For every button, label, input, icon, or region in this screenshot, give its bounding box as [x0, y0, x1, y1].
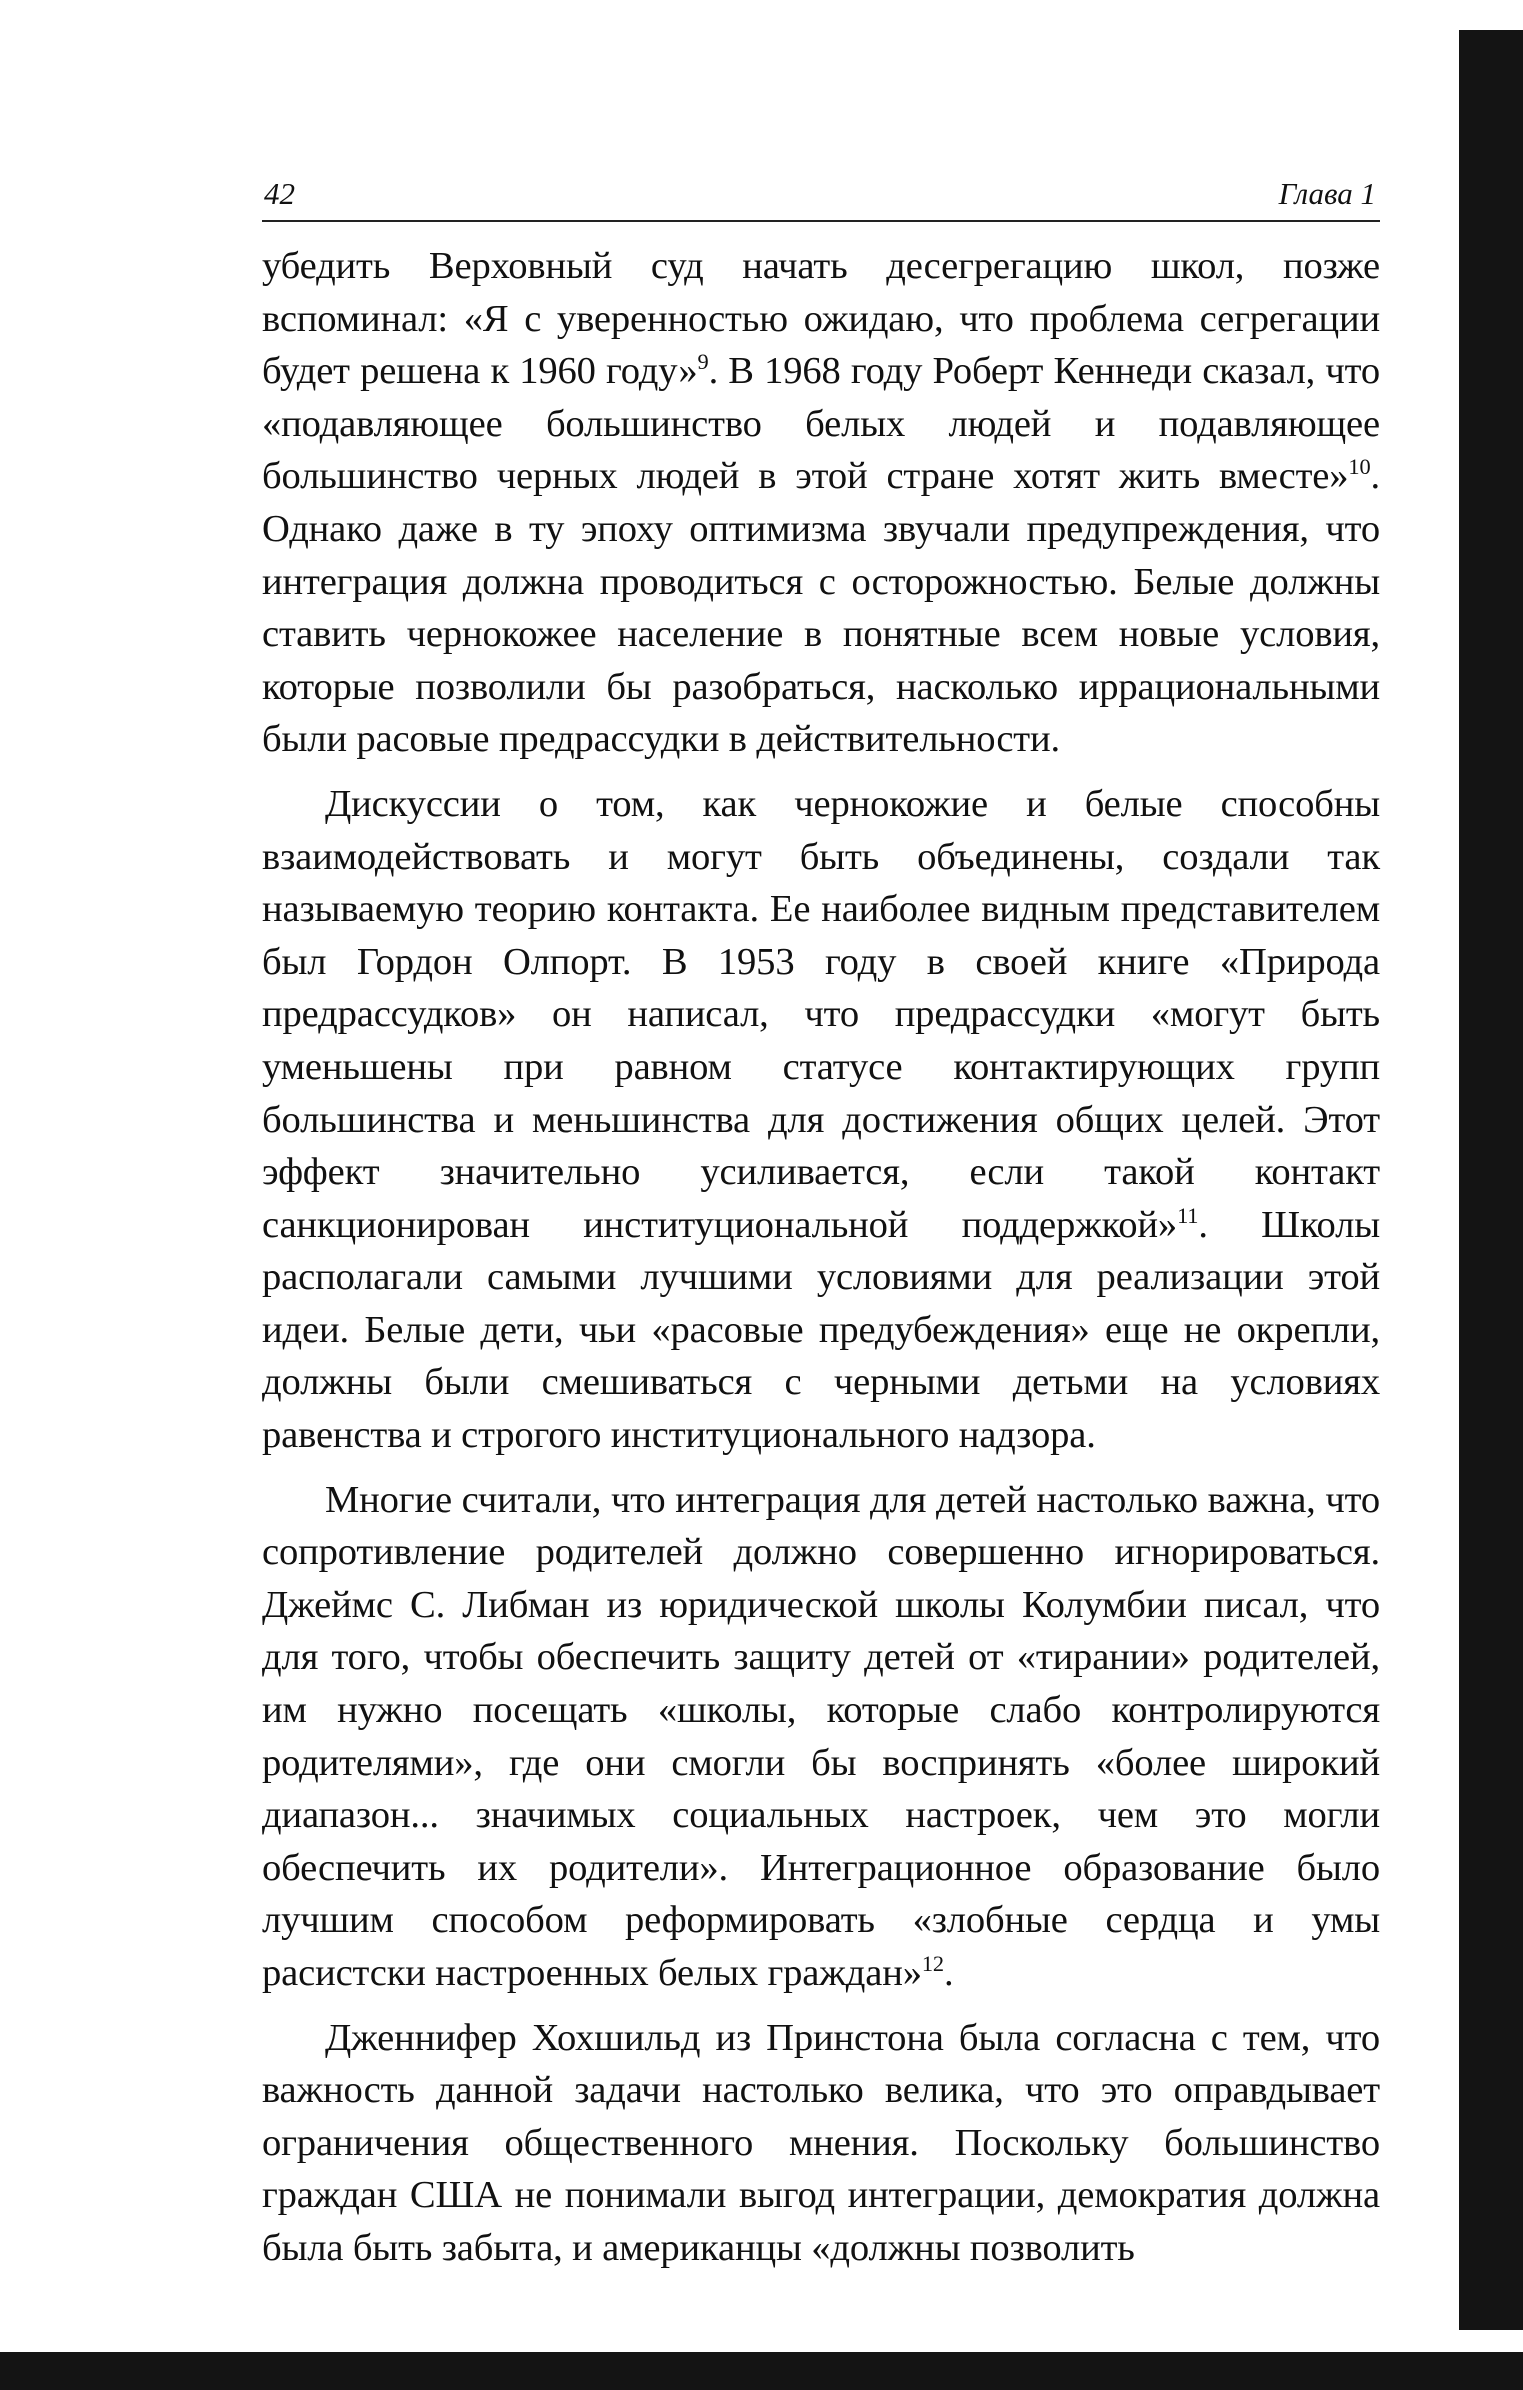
footnote-ref: 10	[1348, 454, 1371, 480]
paragraph-1	[262, 240, 1380, 766]
footnote-ref: 12	[921, 1951, 944, 1977]
scan-edge-right	[1459, 30, 1523, 2330]
running-head	[262, 170, 1380, 222]
footnote-ref: 9	[697, 349, 709, 375]
book-page	[262, 170, 1380, 2275]
page-number: 42	[264, 176, 295, 211]
body-text	[262, 240, 1380, 2275]
footnote-ref: 11	[1177, 1202, 1199, 1228]
paragraph-2	[262, 778, 1380, 1462]
paragraph-text: Многие считали, что интеграция для детей настолько важна, что сопротивление родителей должно совершенно игнорироваться. Джеймс С. Либман из юридической школы Колумбии писал, что для того, чтобы обеспечить защиту детей от «тирании» родителей, им нужно посещать «школы, которые слабо контролируются родителями», где они смогли бы воспринять «более широкий диапазон... значимых социальных настроек, чем это могли обеспечить их родители». Интеграционное образование было лучшим способом реформировать «злобные сердца и умы расистски настроенных белых граждан»	[262, 1478, 1380, 1994]
paragraph-text: Дженнифер Хохшильд из Принстона была согласна с тем, что важность данной задачи настолько велика, что это оправдывает ограничения общественного мнения. Поскольку большинство граждан США не понимали выгод интеграции, демократия должна была быть забыта, и американцы «должны позволить	[262, 2016, 1380, 2269]
paragraph-4	[262, 2012, 1380, 2275]
paragraph-text: . Однако даже в ту эпоху оптимизма звучали предупреждения, что интеграция должна проводиться с осторожностью. Белые должны ставить чернокожее население в понятные всем новые условия, которые позволили бы разобраться, насколько иррациональными были расовые предрассудки в действительности.	[262, 455, 1380, 761]
paragraph-text: Дискуссии о том, как чернокожие и белые способны взаимодействовать и могут быть объединены, создали так называемую теорию контакта. Ее наиболее видным представителем был Гордон Олпорт. В 1953 году в своей книге «Природа предрассудков» он написал, что предрассудки «могут быть уменьшены при равном статусе контактирующих групп большинства и меньшинства для достижения общих целей. Этот эффект значительно усиливается, если такой контакт санкционирован институциональной поддержкой»	[262, 782, 1380, 1246]
scan-edge-bottom	[0, 2352, 1523, 2390]
paragraph-text: убедить Верховный суд начать десегрегацию школ, позже вспоминал: «Я с уверенностью ожидаю, что проблема сегрегации будет решена к 1960 году»	[262, 245, 1380, 393]
chapter-label: Глава 1	[1278, 176, 1376, 211]
paragraph-text: .	[943, 1952, 954, 1994]
paragraph-text: . В 1968 году Роберт Кеннеди сказал, что «подавляющее большинство белых людей и подавляющее большинство черных людей в этой стране хотят жить вместе»	[262, 350, 1380, 498]
paragraph-text: . Школы располагали самыми лучшими условиями для реализации этой идеи. Белые дети, чьи «расовые предубеждения» еще не окрепли, должны были смешиваться с черными детьми на условиях равенства и строгого институционального надзора.	[262, 1203, 1380, 1457]
paragraph-3	[262, 1474, 1380, 2000]
